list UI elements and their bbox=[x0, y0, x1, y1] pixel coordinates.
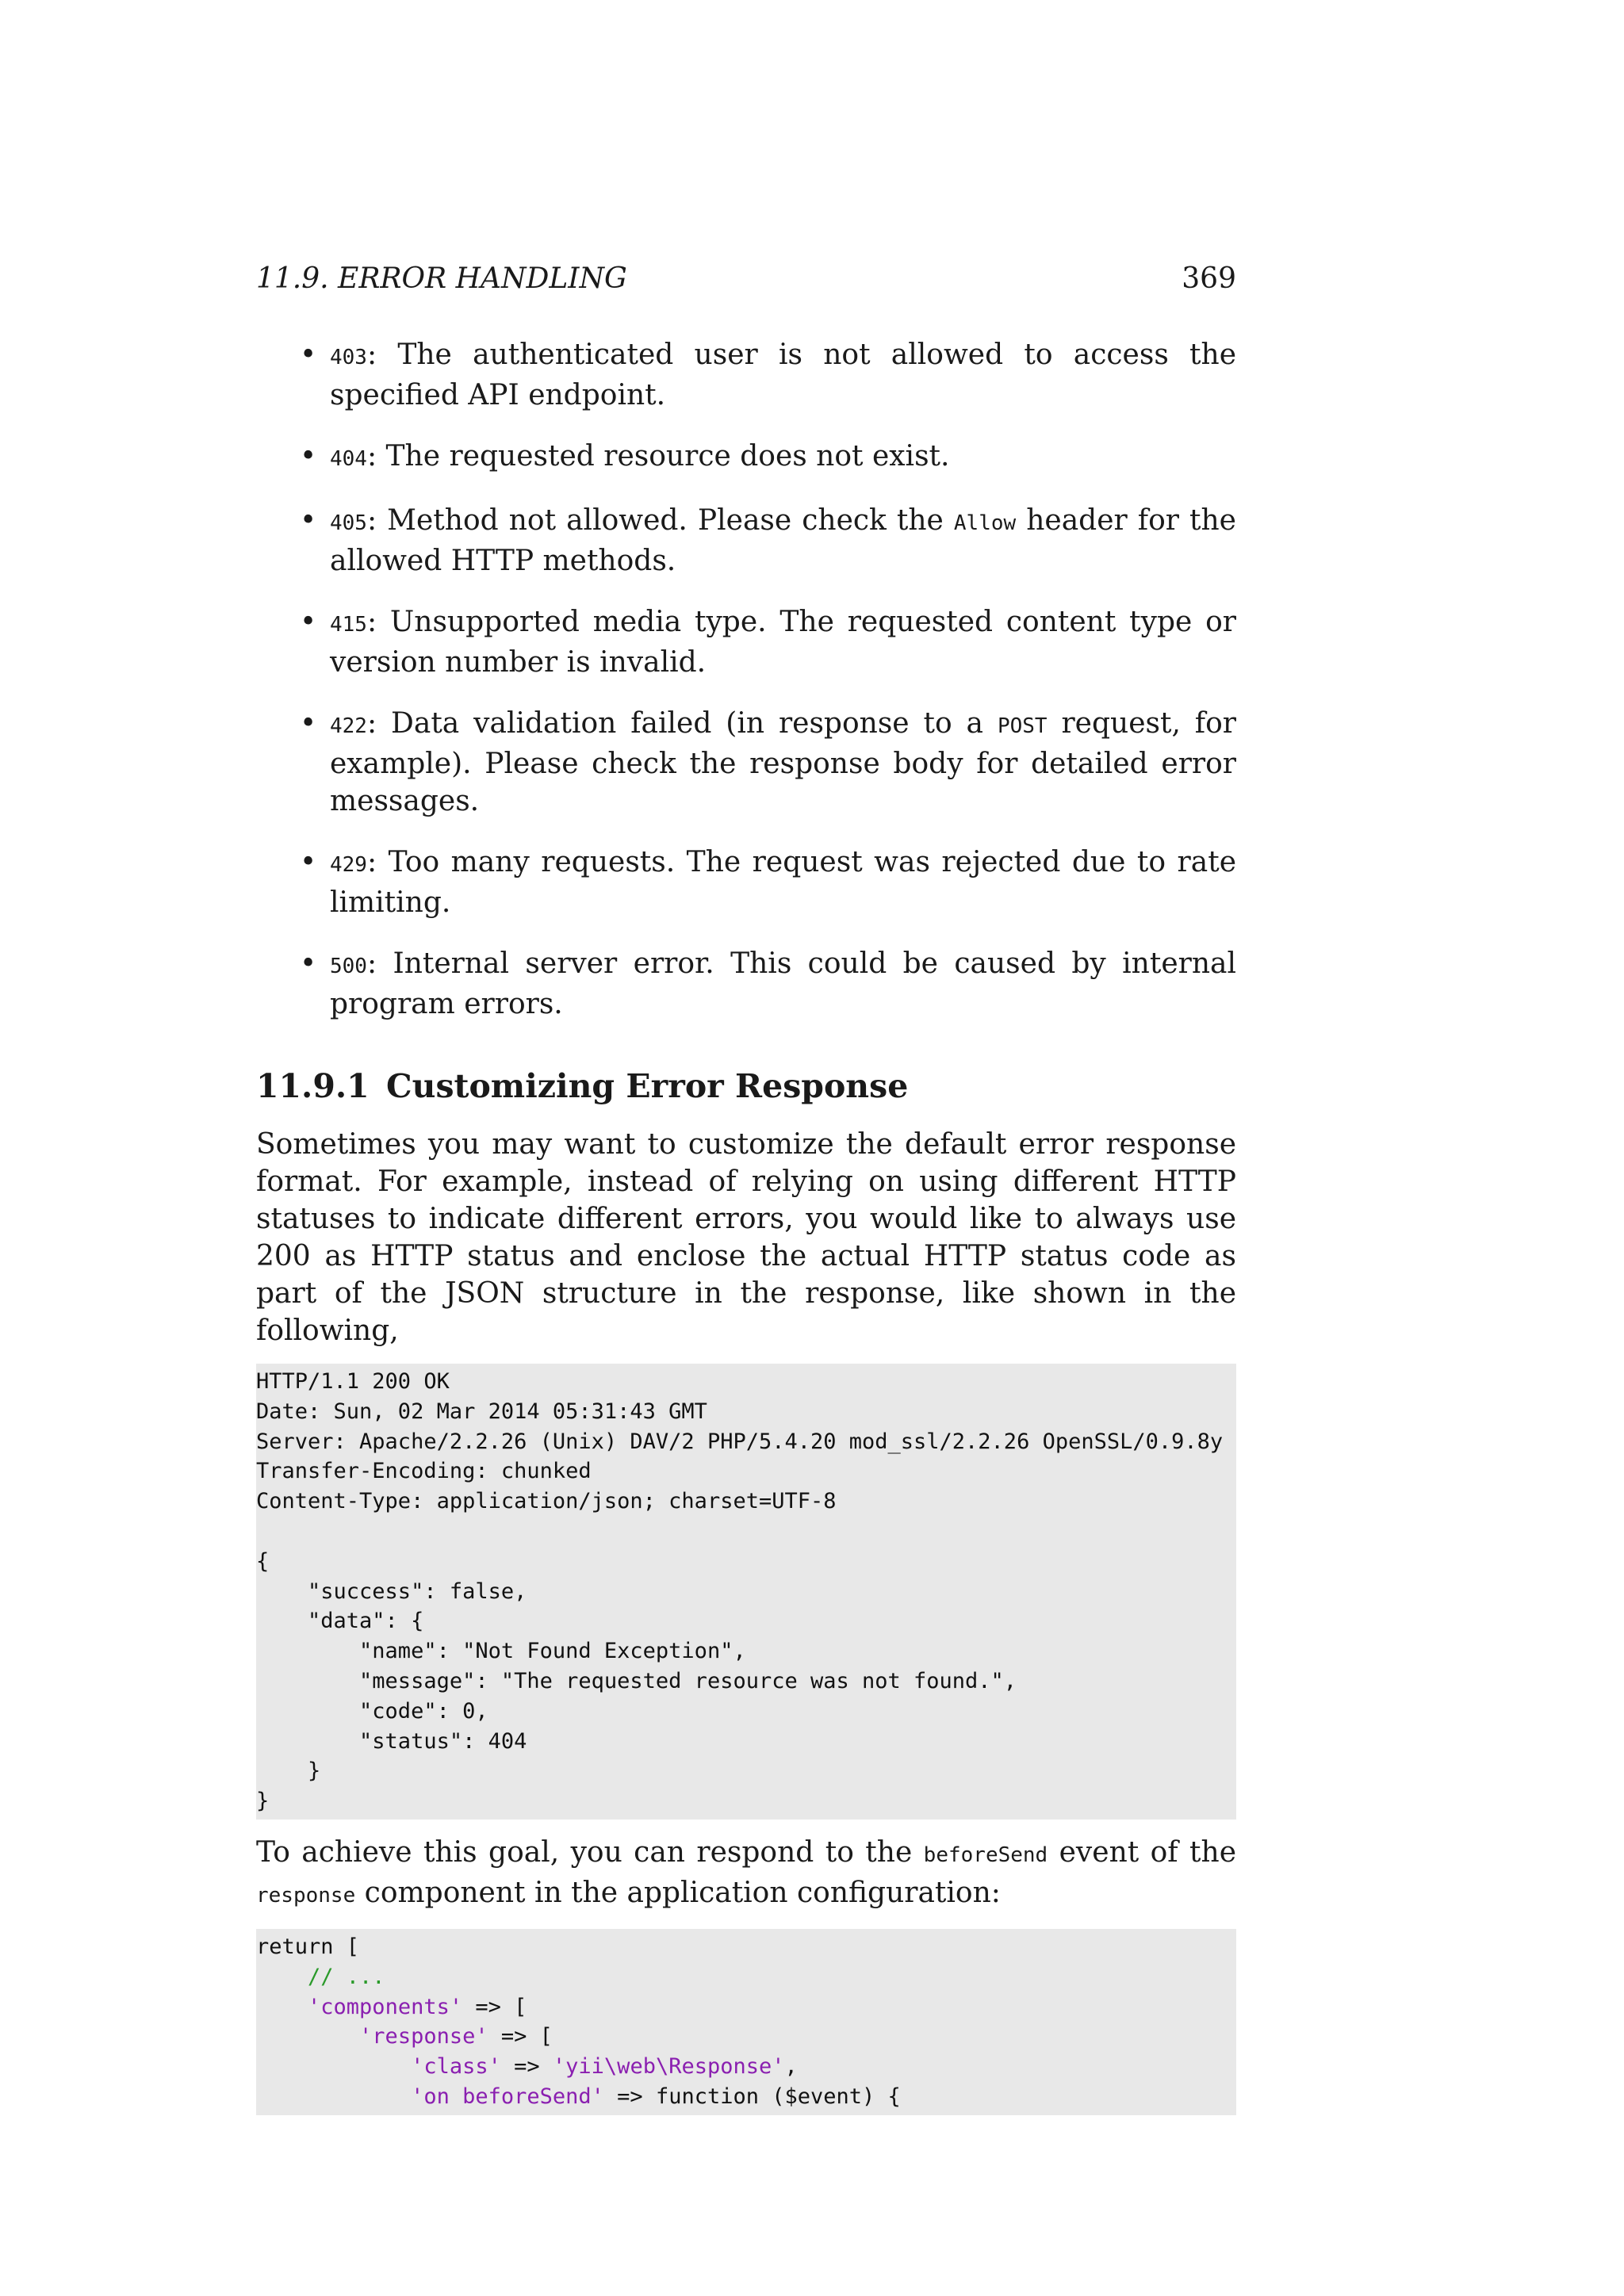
body-paragraph bbox=[256, 1834, 1236, 1915]
code-text: => [ bbox=[488, 2024, 553, 2049]
paragraph-text: component in the application configuration: bbox=[355, 1876, 1001, 1909]
list-item bbox=[256, 502, 1236, 580]
bullet-icon: • bbox=[300, 846, 317, 878]
status-code: 404 bbox=[330, 447, 367, 471]
status-description: : Unsupported media type. The requested content type or version number is invalid. bbox=[330, 606, 1236, 679]
status-code: 403 bbox=[330, 346, 367, 369]
code-string: 'response' bbox=[359, 2024, 488, 2049]
status-description: : Too many requests. The request was rejected due to rate limiting. bbox=[330, 846, 1236, 919]
status-description: request, for example). Please check the response body for detailed error messages. bbox=[330, 707, 1237, 817]
book-page bbox=[256, 254, 1236, 2130]
inline-code: response bbox=[256, 1883, 356, 1908]
status-code: 500 bbox=[330, 955, 367, 978]
bullet-icon: • bbox=[300, 339, 317, 371]
status-code: 422 bbox=[330, 714, 367, 738]
list-item bbox=[256, 603, 1236, 681]
http-response-code-block: HTTP/1.1 200 OK Date: Sun, 02 Mar 2014 05:31:43 GMT Server: Apache/2.2.26 (Unix) DAV/2 PHP/5.4.20 mod_ssl/2.2.26 OpenSSL/0.9.8y Transfer-Encoding: chunked Content-Type: application/json; charset=UTF-8 { "success": false, "data": { "name": "Not Found Exception", "message": "The requested resource was not found.", "code": 0, "status": 404 } } bbox=[256, 1364, 1236, 1820]
list-item bbox=[256, 945, 1236, 1023]
code-line: return [ bbox=[256, 1934, 360, 1959]
bullet-icon: • bbox=[300, 707, 317, 740]
code-string: 'class' bbox=[411, 2054, 501, 2080]
list-item bbox=[256, 336, 1236, 414]
body-paragraph: Sometimes you may want to customize the default error response format. For example, instead of relying on using different HTTP statuses to indicate different errors, you would like to always use 200 as HTTP status and enclose the actual HTTP status code as part of the JSON structure in the response, like shown in the following, bbox=[256, 1128, 1236, 1347]
chapter-section-label: 11.9. ERROR HANDLING bbox=[256, 262, 627, 295]
inline-code: Allow bbox=[953, 511, 1017, 535]
http-status-list bbox=[256, 336, 1236, 1023]
list-item bbox=[256, 844, 1236, 921]
status-code: 415 bbox=[330, 613, 367, 637]
bullet-icon: • bbox=[300, 504, 317, 537]
config-code-block bbox=[256, 1929, 1236, 2115]
status-code: 405 bbox=[330, 511, 367, 535]
code-text: => [ bbox=[462, 1994, 527, 2019]
list-item bbox=[256, 438, 1236, 478]
paragraph-text: To achieve this goal, you can respond to the bbox=[256, 1835, 924, 1869]
code-text: , bbox=[784, 2054, 798, 2080]
list-item bbox=[256, 705, 1236, 820]
bullet-icon: • bbox=[300, 606, 317, 638]
page-number: 369 bbox=[1182, 262, 1236, 295]
bullet-icon: • bbox=[300, 440, 317, 473]
status-description: : Data validation failed (in response to a bbox=[366, 707, 998, 740]
status-description: : Method not allowed. Please check the bbox=[366, 504, 954, 537]
code-string: 'on beforeSend' bbox=[411, 2084, 604, 2109]
inline-code: beforeSend bbox=[923, 1843, 1048, 1867]
status-description: header for the allowed HTTP methods. bbox=[330, 504, 1236, 577]
running-header bbox=[256, 254, 1236, 304]
status-description: : The authenticated user is not allowed to access the specified API endpoint. bbox=[330, 339, 1236, 411]
code-string: 'yii\web\Response' bbox=[552, 2054, 785, 2080]
code-string: 'components' bbox=[308, 1994, 463, 2019]
code-comment: // ... bbox=[308, 1964, 385, 1989]
bullet-icon: • bbox=[300, 947, 317, 980]
status-description: : Internal server error. This could be caused by internal program errors. bbox=[330, 947, 1236, 1020]
code-text: => function ($event) { bbox=[603, 2084, 901, 2109]
code-text: => bbox=[500, 2054, 553, 2080]
status-description: : The requested resource does not exist. bbox=[366, 440, 950, 473]
status-code: 429 bbox=[330, 853, 367, 877]
inline-code: POST bbox=[997, 714, 1048, 738]
section-number: 11.9.1 bbox=[256, 1067, 370, 1105]
section-heading bbox=[256, 1064, 1236, 1108]
paragraph-text: event of the bbox=[1048, 1835, 1236, 1869]
section-title: Customizing Error Response bbox=[386, 1067, 909, 1105]
